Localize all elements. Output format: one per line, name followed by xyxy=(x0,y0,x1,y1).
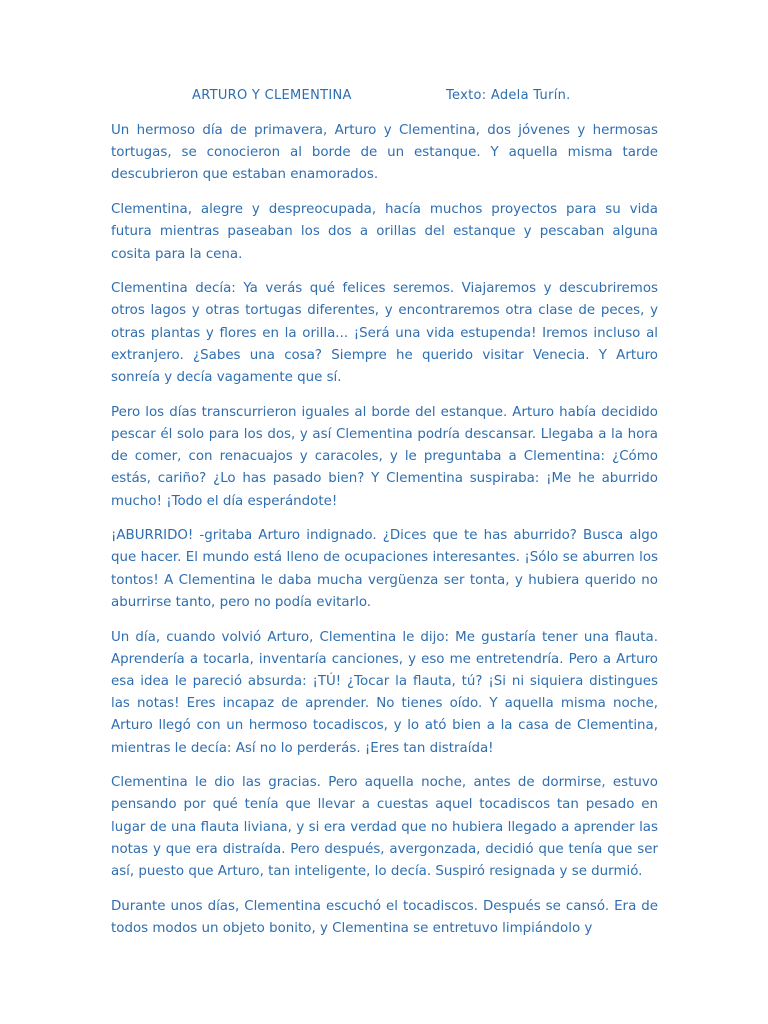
story-author: Texto: Adela Turín. xyxy=(446,88,571,103)
paragraph: Un día, cuando volvió Arturo, Clementina le dijo: Me gustaría tener una flauta. Aprendería a tocarla, inventaría canciones, y eso me entretendría. Pero a Arturo esa idea le pareció absurda: ¡TÚ! ¿Tocar la flauta, tú? ¡Si ni siquiera distingues las notas! Eres incapaz de aprender. No tienes oído. Y aquella misma noche, Arturo llegó con un hermoso tocadiscos, y lo ató bien a la casa de Clementina, mientras le decía: Así no lo perderás. ¡Eres tan distraída! xyxy=(111,629,658,756)
story-title: ARTURO Y CLEMENTINA xyxy=(192,88,352,103)
paragraph: ¡ABURRIDO! -gritaba Arturo indignado. ¿Dices que te has aburrido? Busca algo que hacer. El mundo está lleno de ocupaciones interesantes. ¡Sólo se aburren los tontos! A Clementina le daba mucha vergüenza ser tonta, y hubiera querido no aburrirse tanto, pero no podía evitarlo. xyxy=(111,528,658,610)
paragraph: Clementina le dio las gracias. Pero aquella noche, antes de dormirse, estuvo pensando por qué tenía que llevar a cuestas aquel tocadiscos tan pesado en lugar de una flauta liviana, y si era verdad que no hubiera llegado a aprender las notas y que era distraída. Pero después, avergonzada, decidió que tenía que ser así, puesto que Arturo, tan inteligente, lo decía. Suspiró resignada y se durmió. xyxy=(111,775,658,880)
document-header xyxy=(0,88,768,108)
paragraph: Clementina decía: Ya verás qué felices seremos. Viajaremos y descubriremos otros lagos y otras tortugas diferentes, y encontraremos otra clase de peces, y otras plantas y flores en la orilla... ¡Será una vida estupenda! Iremos incluso al extranjero. ¿Sabes una cosa? Siempre he querido visitar Venecia. Y Arturo sonreía y decía vagamente que sí. xyxy=(111,281,658,386)
paragraph: Pero los días transcurrieron iguales al borde del estanque. Arturo había decidido pescar él solo para los dos, y así Clementina podría descansar. Llegaba a la hora de comer, con renacuajos y caracoles, y le preguntaba a Clementina: ¿Cómo estás, cariño? ¿Lo has pasado bien? Y Clementina suspiraba: ¡Me he aburrido mucho! ¡Todo el día esperándote! xyxy=(111,404,658,509)
paragraph: Clementina, alegre y despreocupada, hacía muchos proyectos para su vida futura mientras paseaban los dos a orillas del estanque y pescaban alguna cosita para la cena. xyxy=(111,202,658,262)
paragraph: Durante unos días, Clementina escuchó el tocadiscos. Después se cansó. Era de todos modos un objeto bonito, y Clementina se entretuvo limpiándolo y xyxy=(111,898,658,936)
story-body xyxy=(111,120,658,953)
paragraph: Un hermoso día de primavera, Arturo y Clementina, dos jóvenes y hermosas tortugas, se conocieron al borde de un estanque. Y aquella misma tarde descubrieron que estaban enamorados. xyxy=(111,123,658,183)
